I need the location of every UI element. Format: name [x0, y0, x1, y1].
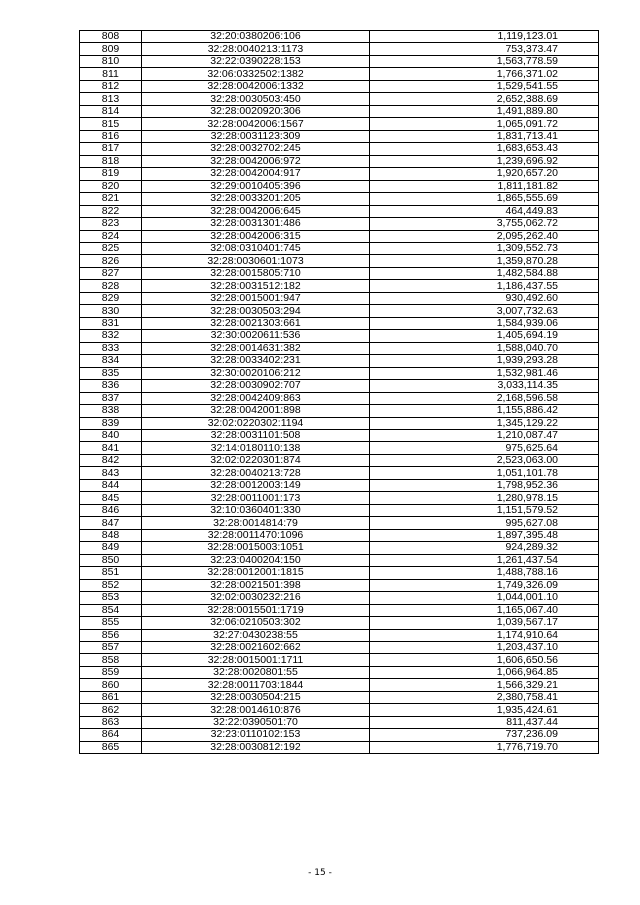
row-number: 854	[80, 604, 142, 616]
cadastral-value: 753,373.47	[370, 43, 599, 55]
cadastral-number: 32:28:0030601:1073	[142, 255, 370, 267]
row-number: 838	[80, 405, 142, 417]
cadastral-value: 464,449.83	[370, 205, 599, 217]
cadastral-value: 811,437.44	[370, 716, 599, 728]
table-row	[80, 679, 599, 691]
cadastral-number: 32:28:0042006:1332	[142, 80, 370, 92]
row-number: 846	[80, 504, 142, 516]
row-number: 827	[80, 267, 142, 279]
row-number: 832	[80, 330, 142, 342]
row-number: 815	[80, 118, 142, 130]
row-number: 858	[80, 654, 142, 666]
table-row	[80, 105, 599, 117]
table-row	[80, 305, 599, 317]
cadastral-number: 32:28:0030503:450	[142, 93, 370, 105]
row-number: 844	[80, 479, 142, 491]
cadastral-number: 32:23:0110102:153	[142, 729, 370, 741]
row-number: 814	[80, 105, 142, 117]
cadastral-value: 1,119,123.01	[370, 31, 599, 43]
table-row	[80, 529, 599, 541]
cadastral-value: 1,588,040.70	[370, 342, 599, 354]
cadastral-value: 1,776,719.70	[370, 741, 599, 753]
cadastral-value: 1,749,326.09	[370, 579, 599, 591]
cadastral-number: 32:28:0011470:1096	[142, 529, 370, 541]
table-row	[80, 267, 599, 279]
cadastral-value: 1,563,778.59	[370, 55, 599, 67]
cadastral-value: 1,831,713.41	[370, 130, 599, 142]
table-row	[80, 741, 599, 753]
row-number: 841	[80, 442, 142, 454]
cadastral-number: 32:28:0033402:231	[142, 355, 370, 367]
row-number: 818	[80, 155, 142, 167]
table-row	[80, 367, 599, 379]
cadastral-number: 32:02:0220301:874	[142, 454, 370, 466]
cadastral-value: 1,566,329.21	[370, 679, 599, 691]
cadastral-value: 1,865,555.69	[370, 193, 599, 205]
table-row	[80, 317, 599, 329]
cadastral-number: 32:14:0180110:138	[142, 442, 370, 454]
row-number: 848	[80, 529, 142, 541]
cadastral-number: 32:28:0011001:173	[142, 492, 370, 504]
cadastral-value: 930,492.60	[370, 292, 599, 304]
cadastral-value: 1,165,067.40	[370, 604, 599, 616]
cadastral-number: 32:28:0032702:245	[142, 143, 370, 155]
cadastral-value: 975,625.64	[370, 442, 599, 454]
table-row	[80, 604, 599, 616]
table-row	[80, 155, 599, 167]
cadastral-number: 32:28:0031512:182	[142, 280, 370, 292]
cadastral-value: 1,359,870.28	[370, 255, 599, 267]
cadastral-number: 32:28:0014610:876	[142, 704, 370, 716]
table-row	[80, 380, 599, 392]
cadastral-value: 1,529,541.55	[370, 80, 599, 92]
cadastral-value: 2,523,063.00	[370, 454, 599, 466]
cadastral-number: 32:28:0014631:382	[142, 342, 370, 354]
cadastral-number: 32:28:0030812:192	[142, 741, 370, 753]
cadastral-number: 32:28:0012003:149	[142, 479, 370, 491]
table-row	[80, 218, 599, 230]
table-row	[80, 442, 599, 454]
cadastral-number: 32:22:0390228:153	[142, 55, 370, 67]
table-row	[80, 704, 599, 716]
cadastral-value: 1,186,437.55	[370, 280, 599, 292]
cadastral-number: 32:28:0042006:315	[142, 230, 370, 242]
cadastral-value: 1,488,788.16	[370, 567, 599, 579]
table-row	[80, 68, 599, 80]
cadastral-value: 995,627.08	[370, 517, 599, 529]
row-number: 862	[80, 704, 142, 716]
row-number: 811	[80, 68, 142, 80]
row-number: 819	[80, 168, 142, 180]
cadastral-number: 32:02:0220302:1194	[142, 417, 370, 429]
table-row	[80, 168, 599, 180]
table-row	[80, 143, 599, 155]
cadastral-number: 32:28:0012001:1815	[142, 567, 370, 579]
cadastral-number: 32:27:0430238:55	[142, 629, 370, 641]
row-number: 856	[80, 629, 142, 641]
cadastral-number: 32:23:0400204:150	[142, 554, 370, 566]
table-row	[80, 355, 599, 367]
table-row	[80, 93, 599, 105]
table-row	[80, 542, 599, 554]
cadastral-number: 32:28:0040213:728	[142, 467, 370, 479]
cadastral-value: 1,066,964.85	[370, 666, 599, 678]
table-row	[80, 554, 599, 566]
row-number: 855	[80, 617, 142, 629]
cadastral-number: 32:28:0020920:306	[142, 105, 370, 117]
cadastral-value: 2,095,262.40	[370, 230, 599, 242]
cadastral-number: 32:28:0030503:294	[142, 305, 370, 317]
cadastral-number: 32:28:0030504:215	[142, 691, 370, 703]
row-number: 843	[80, 467, 142, 479]
table-row	[80, 641, 599, 653]
cadastral-number: 32:28:0015001:947	[142, 292, 370, 304]
table-row	[80, 654, 599, 666]
row-number: 849	[80, 542, 142, 554]
cadastral-value: 1,051,101.78	[370, 467, 599, 479]
table-row	[80, 80, 599, 92]
cadastral-value: 1,939,293.28	[370, 355, 599, 367]
table-row	[80, 330, 599, 342]
table-row	[80, 130, 599, 142]
cadastral-value: 1,491,889.80	[370, 105, 599, 117]
cadastral-number: 32:28:0040213:1173	[142, 43, 370, 55]
cadastral-number: 32:28:0042006:972	[142, 155, 370, 167]
cadastral-value: 1,766,371.02	[370, 68, 599, 80]
table-row	[80, 592, 599, 604]
table-row	[80, 629, 599, 641]
row-number: 857	[80, 641, 142, 653]
table-row	[80, 230, 599, 242]
row-number: 864	[80, 729, 142, 741]
table-row	[80, 55, 599, 67]
row-number: 829	[80, 292, 142, 304]
row-number: 834	[80, 355, 142, 367]
table-row	[80, 292, 599, 304]
cadastral-value: 737,236.09	[370, 729, 599, 741]
row-number: 840	[80, 430, 142, 442]
cadastral-value: 2,652,388.69	[370, 93, 599, 105]
cadastral-value: 1,405,694.19	[370, 330, 599, 342]
row-number: 817	[80, 143, 142, 155]
table-row	[80, 193, 599, 205]
table-row	[80, 405, 599, 417]
cadastral-number: 32:28:0011703:1844	[142, 679, 370, 691]
row-number: 836	[80, 380, 142, 392]
cadastral-value: 1,155,886.42	[370, 405, 599, 417]
row-number: 820	[80, 180, 142, 192]
row-number: 852	[80, 579, 142, 591]
row-number: 845	[80, 492, 142, 504]
table-row	[80, 467, 599, 479]
row-number: 837	[80, 392, 142, 404]
table-row	[80, 691, 599, 703]
row-number: 828	[80, 280, 142, 292]
cadastral-value: 1,532,981.46	[370, 367, 599, 379]
table-row	[80, 43, 599, 55]
cadastral-number: 32:28:0042409:863	[142, 392, 370, 404]
cadastral-number: 32:28:0042006:1567	[142, 118, 370, 130]
table-row	[80, 392, 599, 404]
cadastral-value: 1,044,001.10	[370, 592, 599, 604]
cadastral-value: 3,033,114.35	[370, 380, 599, 392]
cadastral-number: 32:28:0021501:398	[142, 579, 370, 591]
cadastral-number: 32:28:0015001:1711	[142, 654, 370, 666]
row-number: 830	[80, 305, 142, 317]
cadastral-number: 32:28:0015501:1719	[142, 604, 370, 616]
row-number: 850	[80, 554, 142, 566]
cadastral-value: 1,897,395.48	[370, 529, 599, 541]
cadastral-number: 32:28:0021303:661	[142, 317, 370, 329]
table-row	[80, 31, 599, 43]
cadastral-value: 1,239,696.92	[370, 155, 599, 167]
cadastral-number: 32:28:0031123:309	[142, 130, 370, 142]
cadastral-value: 1,811,181.82	[370, 180, 599, 192]
row-number: 813	[80, 93, 142, 105]
cadastral-value: 2,380,758.41	[370, 691, 599, 703]
cadastral-number: 32:02:0030232:216	[142, 592, 370, 604]
row-number: 859	[80, 666, 142, 678]
row-number: 808	[80, 31, 142, 43]
cadastral-number: 32:28:0021602:662	[142, 641, 370, 653]
cadastral-number: 32:10:0360401:330	[142, 504, 370, 516]
cadastral-number: 32:20:0380206:106	[142, 31, 370, 43]
cadastral-number: 32:06:0210503:302	[142, 617, 370, 629]
row-number: 826	[80, 255, 142, 267]
cadastral-number: 32:28:0031101:508	[142, 430, 370, 442]
cadastral-number: 32:30:0020611:536	[142, 330, 370, 342]
cadastral-value: 1,039,567.17	[370, 617, 599, 629]
table-row	[80, 454, 599, 466]
table-row	[80, 567, 599, 579]
cadastral-value: 1,203,437.10	[370, 641, 599, 653]
cadastral-number: 32:06:0332502:1382	[142, 68, 370, 80]
table-row	[80, 430, 599, 442]
table-row	[80, 255, 599, 267]
cadastral-value: 1,280,978.15	[370, 492, 599, 504]
cadastral-value: 1,345,129.22	[370, 417, 599, 429]
cadastral-value: 1,683,653.43	[370, 143, 599, 155]
table-row	[80, 617, 599, 629]
row-number: 847	[80, 517, 142, 529]
cadastral-value: 1,482,584.88	[370, 267, 599, 279]
cadastral-number: 32:30:0020106:212	[142, 367, 370, 379]
row-number: 823	[80, 218, 142, 230]
cadastral-value: 1,584,939.06	[370, 317, 599, 329]
row-number: 860	[80, 679, 142, 691]
cadastral-number: 32:28:0042006:645	[142, 205, 370, 217]
cadastral-value: 1,920,657.20	[370, 168, 599, 180]
cadastral-number: 32:28:0020801:55	[142, 666, 370, 678]
row-number: 824	[80, 230, 142, 242]
table-row	[80, 118, 599, 130]
cadastral-number: 32:28:0031301:486	[142, 218, 370, 230]
cadastral-value: 924,289.32	[370, 542, 599, 554]
row-number: 861	[80, 691, 142, 703]
row-number: 809	[80, 43, 142, 55]
cadastral-value: 3,755,062.72	[370, 218, 599, 230]
table-row	[80, 517, 599, 529]
table-row	[80, 280, 599, 292]
table-row	[80, 716, 599, 728]
cadastral-number: 32:08:0310401:745	[142, 242, 370, 254]
row-number: 863	[80, 716, 142, 728]
row-number: 810	[80, 55, 142, 67]
row-number: 835	[80, 367, 142, 379]
cadastral-number: 32:28:0015805:710	[142, 267, 370, 279]
row-number: 831	[80, 317, 142, 329]
table-row	[80, 492, 599, 504]
table-row	[80, 479, 599, 491]
row-number: 821	[80, 193, 142, 205]
cadastral-value-table	[79, 30, 599, 754]
cadastral-number: 32:22:0390501:70	[142, 716, 370, 728]
table-row	[80, 729, 599, 741]
cadastral-number: 32:28:0033201:205	[142, 193, 370, 205]
cadastral-number: 32:28:0015003:1051	[142, 542, 370, 554]
cadastral-number: 32:29:0010405:396	[142, 180, 370, 192]
cadastral-number: 32:28:0042004:917	[142, 168, 370, 180]
row-number: 833	[80, 342, 142, 354]
table-body	[80, 31, 599, 754]
row-number: 842	[80, 454, 142, 466]
cadastral-value: 1,210,087.47	[370, 430, 599, 442]
cadastral-value: 1,935,424.61	[370, 704, 599, 716]
table-row	[80, 666, 599, 678]
cadastral-number: 32:28:0014814:79	[142, 517, 370, 529]
table-row	[80, 342, 599, 354]
table-row	[80, 180, 599, 192]
cadastral-value: 1,065,091.72	[370, 118, 599, 130]
row-number: 839	[80, 417, 142, 429]
table-row	[80, 504, 599, 516]
cadastral-value: 1,798,952.36	[370, 479, 599, 491]
row-number: 812	[80, 80, 142, 92]
row-number: 853	[80, 592, 142, 604]
cadastral-value: 1,309,552.73	[370, 242, 599, 254]
cadastral-value: 1,174,910.64	[370, 629, 599, 641]
table-row	[80, 242, 599, 254]
page-number: - 15 -	[308, 868, 332, 878]
cadastral-number: 32:28:0042001:898	[142, 405, 370, 417]
row-number: 816	[80, 130, 142, 142]
table-row	[80, 417, 599, 429]
cadastral-value: 2,168,596.58	[370, 392, 599, 404]
row-number: 865	[80, 741, 142, 753]
cadastral-value: 1,261,437.54	[370, 554, 599, 566]
row-number: 851	[80, 567, 142, 579]
cadastral-value: 3,007,732.63	[370, 305, 599, 317]
row-number: 822	[80, 205, 142, 217]
row-number: 825	[80, 242, 142, 254]
cadastral-number: 32:28:0030902:707	[142, 380, 370, 392]
table-row	[80, 579, 599, 591]
cadastral-value: 1,606,650.56	[370, 654, 599, 666]
table-row	[80, 205, 599, 217]
cadastral-value: 1,151,579.52	[370, 504, 599, 516]
